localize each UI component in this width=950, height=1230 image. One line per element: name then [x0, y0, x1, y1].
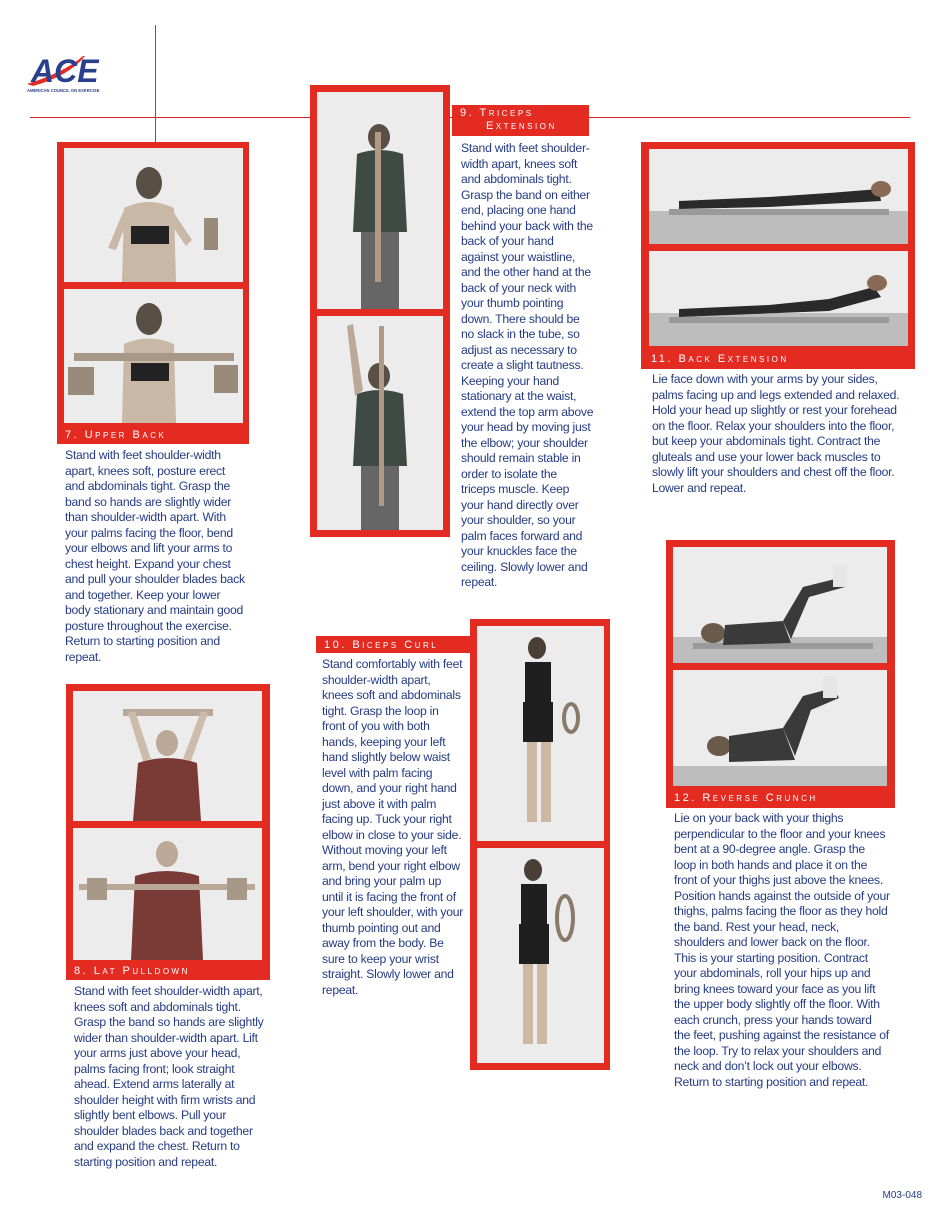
triceps-body: Stand with feet shoulder-width apart, knees soft and abdominals tight. Grasp the band on either end, placing one hand behind your back with the back of your hand against your waistline, and the other hand at the back of your neck with your thumb pointing down. There should be no slack in the tube, so adjust as necessary to create a slight tautness. Keeping your hand stationary at the waist, extend the top arm above your head by moving just the elbow; your shoulder should remain stable in order to isolate the triceps muscle. Keep your hand directly over your shoulder, so your palm faces forward and your knuckles face the ceiling. Slowly lower and repeat. — [461, 141, 594, 589]
triceps-photo-2 — [317, 316, 443, 530]
reverse-crunch-photo-1 — [673, 547, 887, 663]
triceps-photo-1 — [317, 92, 443, 309]
triceps-title-line2: Extension — [486, 120, 557, 132]
ace-logo — [25, 50, 145, 95]
lat-pulldown-body: Stand with feet shoulder-width apart, knees soft and abdominals tight. Grasp the band so hands are slightly wider than shoulder-width apart. Lift your arms just above your head, palms facing front; look straight ahead. Extend arms laterally at shoulder height with firm wrists and slightly bent elbows. Pull your shoulder blades back and together and expand the chest. Return to starting position and repeat. — [74, 984, 264, 1169]
reverse-crunch-body: Lie on your back with your thighs perpendicular to the floor and your knees bent at a 90-degree angle. Grasp the loop in both hands and place it on the front of your thighs just above the knees. Position hands against the outside of your thighs, palms facing the floor as they hold the band. Rest your head, neck, shoulders and lower back on the floor. This is your starting position. Contract your abdominals, roll your hips up and bring knees toward your face as you lift the upper body slightly off the floor. With each crunch, press your hands toward the feet, pushing against the resistance of the loop. Try to relax your shoulders and neck and don’t lock out your elbows. Return to starting position and repeat. — [674, 811, 890, 1089]
upper-back-body: Stand with feet shoulder-width apart, knees soft, posture erect and abdominals tight. Grasp the band so hands are slightly wider than shoulder-width apart. With your palms facing the floor, bend your elbows and lift your arms to chest height. Expand your chest and pull your shoulder blades back and together. Keep your lower body stationary and maintain good posture throughout the exercise. Return to starting position and repeat. — [65, 448, 245, 664]
lat-pulldown-photo-1 — [73, 691, 262, 821]
svg-text:ACE: ACE — [31, 53, 99, 89]
upper-back-photo-1 — [64, 148, 243, 282]
header-divider — [155, 25, 156, 150]
triceps-title — [452, 105, 589, 136]
triceps-title-line1: 9. Triceps — [460, 107, 534, 119]
biceps-photo-2 — [477, 848, 604, 1063]
reverse-crunch-title: 12. Reverse Crunch — [666, 789, 895, 808]
biceps-title: 10. Biceps Curl — [316, 636, 470, 653]
lat-pulldown-photo-2 — [73, 828, 262, 960]
biceps-photo-1 — [477, 626, 604, 841]
back-extension-body: Lie face down with your arms by your sides, palms facing up and legs extended and relaxed. Hold your head up slightly or rest your forehead on the floor. Relax your shoulders into the floor, but keep your abdominals tight. Contract the gluteals and use your lower back muscles to slowly lift your shoulders and chest off the floor. Lower and repeat. — [652, 372, 900, 495]
back-extension-title: 11. Back Extension — [643, 350, 915, 369]
svg-text:AMERICAN COUNCIL ON EXERCISE: AMERICAN COUNCIL ON EXERCISE — [27, 88, 100, 93]
upper-back-title: 7. Upper Back — [57, 426, 249, 444]
reverse-crunch-photo-2 — [673, 670, 887, 786]
upper-back-photo-2 — [64, 289, 243, 423]
back-extension-photo-2 — [649, 251, 908, 346]
document-id: M03-048 — [882, 1190, 922, 1201]
biceps-body: Stand comfortably with feet shoulder-width apart, knees soft and abdominals tight. Grasp the loop in front of you with both hands, keeping your left hand slightly below waist level with palm facing down, and your right hand just above it with palm facing up. Tuck your right elbow in close to your side. Without moving your left arm, bend your right elbow and bring your palm up until it is facing the front of your left shoulder, with your thumb pointing out and away from the body. Be sure to keep your wrist straight. Slowly lower and repeat. — [322, 657, 464, 997]
lat-pulldown-title: 8. Lat Pulldown — [66, 962, 270, 980]
back-extension-photo-1 — [649, 149, 908, 244]
